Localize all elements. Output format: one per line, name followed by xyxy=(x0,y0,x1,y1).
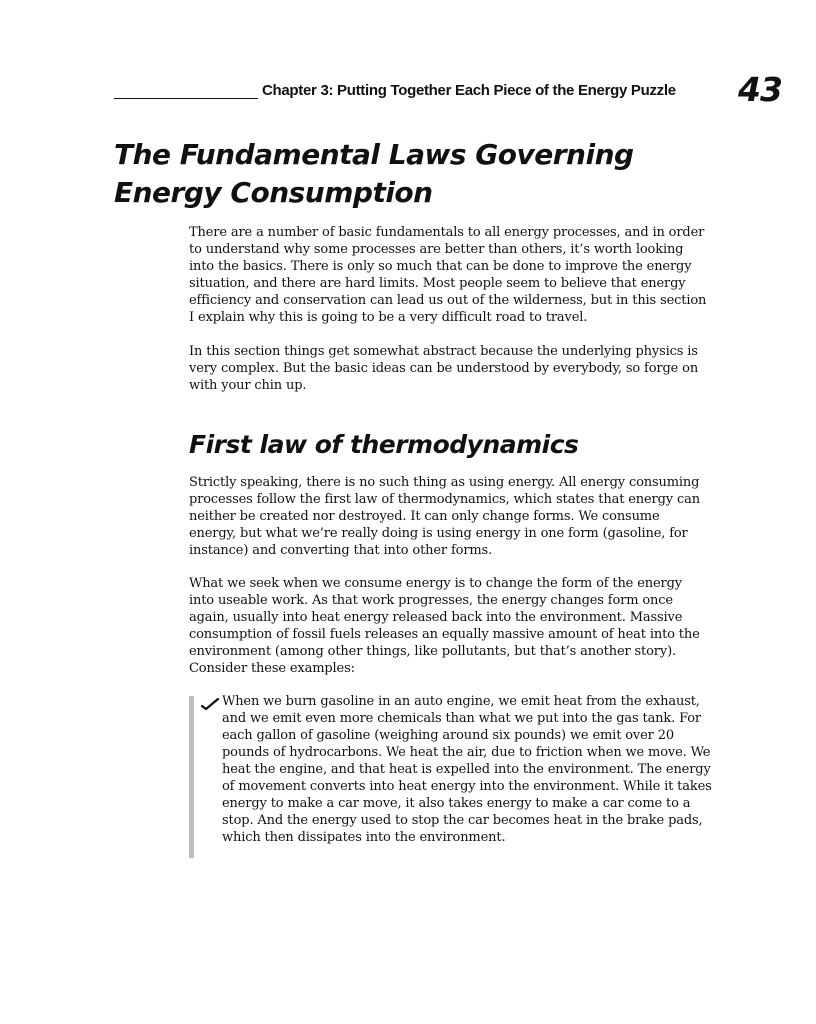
running-header-title: Chapter 3: Putting Together Each Piece of the Energy Puzzle xyxy=(262,82,676,99)
example-list-item: When we burn gasoline in an auto engine, we emit heat from the exhaust, and we emit even more chemicals than what we put into the gas tank. For each gallon of gasoline (weighing around six pounds) we emit over 20 pounds of hydrocarbons. We heat the air, due to friction when we move. We heat the engine, and that heat is expelled into the environment. The energy of movement converts into heat energy into the environment. While it takes energy to make a car move, it also takes energy to make a car come to a stop. And the energy used to stop the car becomes heat in the brake pads, which then dissipates into the environment. xyxy=(222,694,712,845)
header-rule xyxy=(114,98,258,99)
section-paragraph-2: What we seek when we consume energy is to change the form of the energy into useable work. As that work progresses, the energy changes form once again, usually into heat energy released back into the environment. Massive consumption of fossil fuels releases an equally massive amount of heat into the environment (among other things, like pollutants, but that’s another story). Consider these examples: xyxy=(189,576,700,676)
section-paragraph-1: Strictly speaking, there is no such thing as using energy. All energy consuming processes follow the first law of thermodynamics, which states that energy can neither be created nor destroyed. It can only change forms. We consume energy, but what we’re really doing is using energy in one form (gasoline, for instance) and converting that into other forms. xyxy=(189,475,700,558)
section-heading: First law of thermodynamics xyxy=(189,430,579,459)
intro-paragraph-1: There are a number of basic fundamentals to all energy processes, and in order to understand why some processes are better than others, it’s worth looking into the basics. There is only so much that can be done to improve the energy situation, and there are hard limits. Most people seem to believe that energy efficiency and conservation can lead us out of the wilderness, but in this section I explain why this is going to be a very difficult road to travel. xyxy=(189,225,707,325)
page-number: 43 xyxy=(738,70,782,109)
checkmark-icon xyxy=(201,696,219,710)
chapter-heading: The Fundamental Laws Governing Energy Consumption xyxy=(114,138,634,209)
intro-paragraph-2: In this section things get somewhat abstract because the underlying physics is very complex. But the basic ideas can be understood by everybody, so forge on with your chin up. xyxy=(189,344,699,393)
example-list-bar xyxy=(189,696,194,858)
